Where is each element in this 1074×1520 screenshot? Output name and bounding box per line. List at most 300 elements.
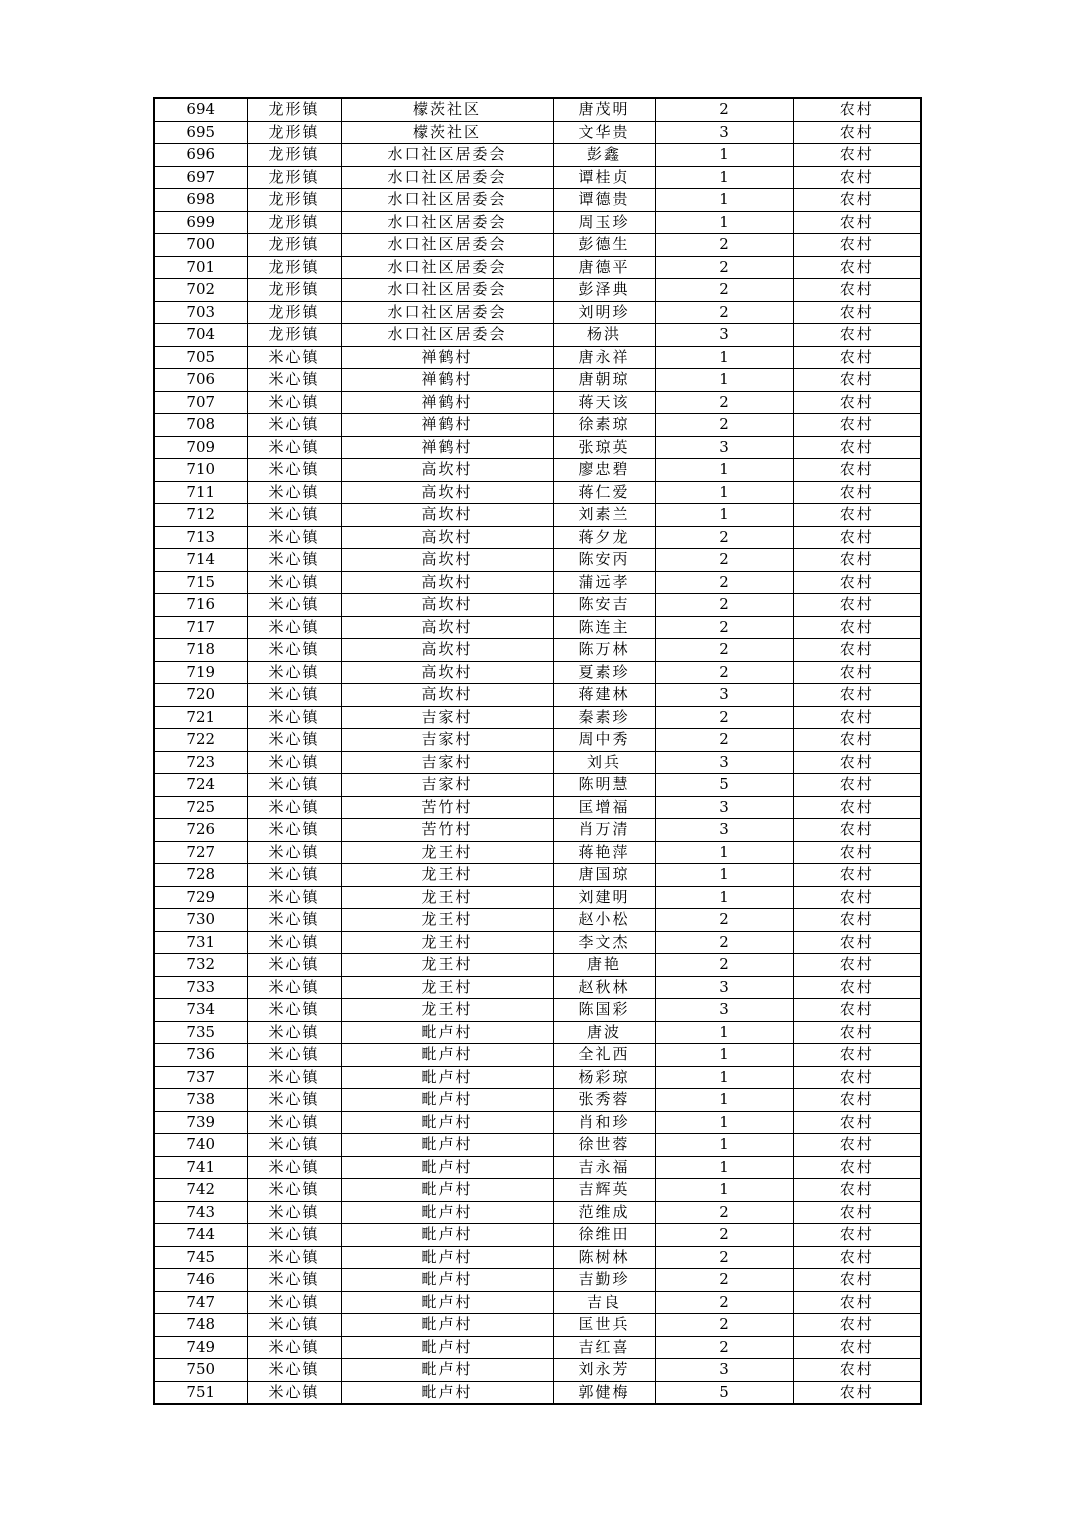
name-cell: 蒋仁爱	[553, 481, 655, 504]
village-cell: 毗卢村	[341, 1066, 553, 1089]
count-cell: 1	[655, 1066, 793, 1089]
category-cell: 农村	[793, 1224, 921, 1247]
row-number-cell: 707	[154, 391, 247, 414]
category-cell: 农村	[793, 211, 921, 234]
table-row	[154, 98, 921, 121]
row-number-cell: 706	[154, 369, 247, 392]
table-row	[154, 481, 921, 504]
village-cell: 苦竹村	[341, 819, 553, 842]
table-row	[154, 526, 921, 549]
count-cell: 3	[655, 436, 793, 459]
row-number-cell: 701	[154, 256, 247, 279]
row-number-cell: 695	[154, 121, 247, 144]
row-number-cell: 720	[154, 684, 247, 707]
category-cell: 农村	[793, 639, 921, 662]
village-cell: 龙王村	[341, 976, 553, 999]
table-row	[154, 414, 921, 437]
row-number-cell: 736	[154, 1044, 247, 1067]
name-cell: 徐世蓉	[553, 1134, 655, 1157]
category-cell: 农村	[793, 414, 921, 437]
category-cell: 农村	[793, 571, 921, 594]
name-cell: 蒋天该	[553, 391, 655, 414]
count-cell: 1	[655, 1156, 793, 1179]
row-number-cell: 726	[154, 819, 247, 842]
count-cell: 2	[655, 1269, 793, 1292]
category-cell: 农村	[793, 796, 921, 819]
count-cell: 1	[655, 1134, 793, 1157]
row-number-cell: 729	[154, 886, 247, 909]
table-row	[154, 324, 921, 347]
name-cell: 刘永芳	[553, 1359, 655, 1382]
category-cell: 农村	[793, 1201, 921, 1224]
row-number-cell: 697	[154, 166, 247, 189]
town-cell: 米心镇	[247, 594, 341, 617]
row-number-cell: 709	[154, 436, 247, 459]
village-cell: 毗卢村	[341, 1269, 553, 1292]
table-row	[154, 751, 921, 774]
table-row	[154, 661, 921, 684]
row-number-cell: 735	[154, 1021, 247, 1044]
town-cell: 米心镇	[247, 1224, 341, 1247]
village-cell: 毗卢村	[341, 1336, 553, 1359]
count-cell: 3	[655, 976, 793, 999]
table-row	[154, 346, 921, 369]
table-row	[154, 436, 921, 459]
roster-table	[153, 97, 922, 1405]
category-cell: 农村	[793, 301, 921, 324]
category-cell: 农村	[793, 98, 921, 121]
row-number-cell: 751	[154, 1381, 247, 1404]
row-number-cell: 702	[154, 279, 247, 302]
village-cell: 檬茨社区	[341, 121, 553, 144]
village-cell: 毗卢村	[341, 1314, 553, 1337]
name-cell: 陈国彩	[553, 999, 655, 1022]
row-number-cell: 703	[154, 301, 247, 324]
name-cell: 刘明珍	[553, 301, 655, 324]
row-number-cell: 731	[154, 931, 247, 954]
town-cell: 龙形镇	[247, 279, 341, 302]
category-cell: 农村	[793, 999, 921, 1022]
row-number-cell: 717	[154, 616, 247, 639]
name-cell: 肖和珍	[553, 1111, 655, 1134]
name-cell: 吉红喜	[553, 1336, 655, 1359]
table-row	[154, 1111, 921, 1134]
count-cell: 2	[655, 729, 793, 752]
town-cell: 米心镇	[247, 549, 341, 572]
name-cell: 蒋夕龙	[553, 526, 655, 549]
village-cell: 高坎村	[341, 526, 553, 549]
category-cell: 农村	[793, 886, 921, 909]
name-cell: 彭鑫	[553, 144, 655, 167]
village-cell: 水口社区居委会	[341, 189, 553, 212]
row-number-cell: 728	[154, 864, 247, 887]
name-cell: 周玉珍	[553, 211, 655, 234]
town-cell: 龙形镇	[247, 121, 341, 144]
category-cell: 农村	[793, 549, 921, 572]
row-number-cell: 704	[154, 324, 247, 347]
town-cell: 米心镇	[247, 571, 341, 594]
village-cell: 毗卢村	[341, 1224, 553, 1247]
table-row	[154, 1246, 921, 1269]
village-cell: 毗卢村	[341, 1381, 553, 1404]
count-cell: 1	[655, 1179, 793, 1202]
town-cell: 米心镇	[247, 751, 341, 774]
table-row	[154, 1066, 921, 1089]
table-row	[154, 1044, 921, 1067]
name-cell: 唐茂明	[553, 98, 655, 121]
town-cell: 米心镇	[247, 661, 341, 684]
table-row	[154, 1359, 921, 1382]
name-cell: 肖万清	[553, 819, 655, 842]
name-cell: 周中秀	[553, 729, 655, 752]
village-cell: 水口社区居委会	[341, 234, 553, 257]
town-cell: 米心镇	[247, 1044, 341, 1067]
table-row	[154, 706, 921, 729]
name-cell: 陈明慧	[553, 774, 655, 797]
name-cell: 徐素琼	[553, 414, 655, 437]
table-row	[154, 144, 921, 167]
row-number-cell: 698	[154, 189, 247, 212]
name-cell: 陈安丙	[553, 549, 655, 572]
name-cell: 张琼英	[553, 436, 655, 459]
count-cell: 3	[655, 751, 793, 774]
row-number-cell: 738	[154, 1089, 247, 1112]
category-cell: 农村	[793, 976, 921, 999]
category-cell: 农村	[793, 121, 921, 144]
count-cell: 2	[655, 234, 793, 257]
village-cell: 龙王村	[341, 841, 553, 864]
row-number-cell: 710	[154, 459, 247, 482]
category-cell: 农村	[793, 909, 921, 932]
town-cell: 米心镇	[247, 639, 341, 662]
village-cell: 毗卢村	[341, 1359, 553, 1382]
table-row	[154, 796, 921, 819]
village-cell: 高坎村	[341, 571, 553, 594]
table-row	[154, 886, 921, 909]
row-number-cell: 700	[154, 234, 247, 257]
count-cell: 2	[655, 1246, 793, 1269]
table-row	[154, 976, 921, 999]
row-number-cell: 725	[154, 796, 247, 819]
table-row	[154, 841, 921, 864]
name-cell: 刘素兰	[553, 504, 655, 527]
category-cell: 农村	[793, 1269, 921, 1292]
town-cell: 米心镇	[247, 1156, 341, 1179]
name-cell: 徐维田	[553, 1224, 655, 1247]
village-cell: 高坎村	[341, 459, 553, 482]
category-cell: 农村	[793, 1089, 921, 1112]
table-row	[154, 1381, 921, 1404]
row-number-cell: 749	[154, 1336, 247, 1359]
town-cell: 龙形镇	[247, 144, 341, 167]
village-cell: 水口社区居委会	[341, 301, 553, 324]
category-cell: 农村	[793, 1044, 921, 1067]
town-cell: 米心镇	[247, 706, 341, 729]
village-cell: 高坎村	[341, 661, 553, 684]
category-cell: 农村	[793, 819, 921, 842]
count-cell: 2	[655, 1336, 793, 1359]
village-cell: 禅鹤村	[341, 346, 553, 369]
count-cell: 2	[655, 98, 793, 121]
village-cell: 龙王村	[341, 864, 553, 887]
category-cell: 农村	[793, 1111, 921, 1134]
table-row	[154, 1224, 921, 1247]
row-number-cell: 748	[154, 1314, 247, 1337]
village-cell: 高坎村	[341, 684, 553, 707]
category-cell: 农村	[793, 616, 921, 639]
count-cell: 2	[655, 1291, 793, 1314]
name-cell: 吉勤珍	[553, 1269, 655, 1292]
town-cell: 米心镇	[247, 346, 341, 369]
row-number-cell: 722	[154, 729, 247, 752]
count-cell: 3	[655, 796, 793, 819]
count-cell: 2	[655, 1201, 793, 1224]
village-cell: 吉家村	[341, 706, 553, 729]
category-cell: 农村	[793, 1156, 921, 1179]
category-cell: 农村	[793, 594, 921, 617]
town-cell: 龙形镇	[247, 98, 341, 121]
category-cell: 农村	[793, 1246, 921, 1269]
village-cell: 水口社区居委会	[341, 279, 553, 302]
village-cell: 水口社区居委会	[341, 256, 553, 279]
count-cell: 2	[655, 1314, 793, 1337]
town-cell: 米心镇	[247, 886, 341, 909]
count-cell: 2	[655, 571, 793, 594]
row-number-cell: 714	[154, 549, 247, 572]
name-cell: 唐永祥	[553, 346, 655, 369]
name-cell: 吉永福	[553, 1156, 655, 1179]
name-cell: 彭德生	[553, 234, 655, 257]
village-cell: 高坎村	[341, 549, 553, 572]
category-cell: 农村	[793, 1381, 921, 1404]
count-cell: 3	[655, 1359, 793, 1382]
table-row	[154, 999, 921, 1022]
name-cell: 唐国琼	[553, 864, 655, 887]
table-row	[154, 1089, 921, 1112]
count-cell: 2	[655, 661, 793, 684]
category-cell: 农村	[793, 729, 921, 752]
category-cell: 农村	[793, 841, 921, 864]
name-cell: 彭泽典	[553, 279, 655, 302]
row-number-cell: 741	[154, 1156, 247, 1179]
count-cell: 1	[655, 864, 793, 887]
name-cell: 杨洪	[553, 324, 655, 347]
village-cell: 毗卢村	[341, 1291, 553, 1314]
row-number-cell: 718	[154, 639, 247, 662]
row-number-cell: 734	[154, 999, 247, 1022]
village-cell: 高坎村	[341, 504, 553, 527]
town-cell: 米心镇	[247, 616, 341, 639]
town-cell: 米心镇	[247, 436, 341, 459]
count-cell: 1	[655, 369, 793, 392]
village-cell: 禅鹤村	[341, 369, 553, 392]
village-cell: 苦竹村	[341, 796, 553, 819]
town-cell: 米心镇	[247, 909, 341, 932]
town-cell: 米心镇	[247, 1291, 341, 1314]
name-cell: 匡增福	[553, 796, 655, 819]
category-cell: 农村	[793, 144, 921, 167]
table-row	[154, 1291, 921, 1314]
count-cell: 1	[655, 841, 793, 864]
town-cell: 米心镇	[247, 999, 341, 1022]
name-cell: 廖忠碧	[553, 459, 655, 482]
table-row	[154, 1021, 921, 1044]
name-cell: 唐艳	[553, 954, 655, 977]
category-cell: 农村	[793, 526, 921, 549]
name-cell: 秦素珍	[553, 706, 655, 729]
village-cell: 水口社区居委会	[341, 211, 553, 234]
count-cell: 1	[655, 1021, 793, 1044]
town-cell: 米心镇	[247, 796, 341, 819]
name-cell: 陈安吉	[553, 594, 655, 617]
table-row	[154, 391, 921, 414]
name-cell: 刘兵	[553, 751, 655, 774]
count-cell: 1	[655, 1111, 793, 1134]
category-cell: 农村	[793, 189, 921, 212]
town-cell: 米心镇	[247, 369, 341, 392]
village-cell: 高坎村	[341, 594, 553, 617]
count-cell: 1	[655, 1089, 793, 1112]
category-cell: 农村	[793, 1314, 921, 1337]
count-cell: 5	[655, 774, 793, 797]
town-cell: 米心镇	[247, 684, 341, 707]
village-cell: 禅鹤村	[341, 436, 553, 459]
town-cell: 米心镇	[247, 1089, 341, 1112]
row-number-cell: 719	[154, 661, 247, 684]
count-cell: 1	[655, 346, 793, 369]
row-number-cell: 712	[154, 504, 247, 527]
village-cell: 龙王村	[341, 954, 553, 977]
row-number-cell: 740	[154, 1134, 247, 1157]
category-cell: 农村	[793, 774, 921, 797]
category-cell: 农村	[793, 324, 921, 347]
name-cell: 谭德贵	[553, 189, 655, 212]
name-cell: 杨彩琼	[553, 1066, 655, 1089]
row-number-cell: 716	[154, 594, 247, 617]
name-cell: 刘建明	[553, 886, 655, 909]
row-number-cell: 699	[154, 211, 247, 234]
category-cell: 农村	[793, 1021, 921, 1044]
name-cell: 谭桂贞	[553, 166, 655, 189]
town-cell: 米心镇	[247, 1021, 341, 1044]
name-cell: 陈树林	[553, 1246, 655, 1269]
name-cell: 陈连主	[553, 616, 655, 639]
category-cell: 农村	[793, 256, 921, 279]
town-cell: 龙形镇	[247, 211, 341, 234]
town-cell: 米心镇	[247, 1111, 341, 1134]
count-cell: 2	[655, 594, 793, 617]
count-cell: 1	[655, 166, 793, 189]
village-cell: 毗卢村	[341, 1156, 553, 1179]
row-number-cell: 744	[154, 1224, 247, 1247]
count-cell: 2	[655, 954, 793, 977]
category-cell: 农村	[793, 1066, 921, 1089]
row-number-cell: 732	[154, 954, 247, 977]
row-number-cell: 713	[154, 526, 247, 549]
village-cell: 毗卢村	[341, 1179, 553, 1202]
count-cell: 2	[655, 616, 793, 639]
table-row	[154, 639, 921, 662]
row-number-cell: 694	[154, 98, 247, 121]
category-cell: 农村	[793, 864, 921, 887]
town-cell: 米心镇	[247, 391, 341, 414]
category-cell: 农村	[793, 1336, 921, 1359]
table-row	[154, 189, 921, 212]
town-cell: 龙形镇	[247, 301, 341, 324]
row-number-cell: 750	[154, 1359, 247, 1382]
table-row	[154, 1179, 921, 1202]
village-cell: 檬茨社区	[341, 98, 553, 121]
village-cell: 高坎村	[341, 481, 553, 504]
row-number-cell: 737	[154, 1066, 247, 1089]
row-number-cell: 711	[154, 481, 247, 504]
town-cell: 米心镇	[247, 414, 341, 437]
table-row	[154, 729, 921, 752]
count-cell: 3	[655, 819, 793, 842]
village-cell: 禅鹤村	[341, 414, 553, 437]
row-number-cell: 727	[154, 841, 247, 864]
table-row	[154, 369, 921, 392]
count-cell: 2	[655, 706, 793, 729]
table-row	[154, 954, 921, 977]
category-cell: 农村	[793, 954, 921, 977]
name-cell: 张秀蓉	[553, 1089, 655, 1112]
table-row	[154, 1201, 921, 1224]
count-cell: 1	[655, 886, 793, 909]
count-cell: 1	[655, 504, 793, 527]
table-row	[154, 301, 921, 324]
village-cell: 毗卢村	[341, 1089, 553, 1112]
category-cell: 农村	[793, 1291, 921, 1314]
category-cell: 农村	[793, 661, 921, 684]
count-cell: 2	[655, 301, 793, 324]
row-number-cell: 724	[154, 774, 247, 797]
name-cell: 范维成	[553, 1201, 655, 1224]
category-cell: 农村	[793, 1359, 921, 1382]
table-row	[154, 211, 921, 234]
category-cell: 农村	[793, 391, 921, 414]
village-cell: 毗卢村	[341, 1044, 553, 1067]
count-cell: 2	[655, 909, 793, 932]
town-cell: 米心镇	[247, 1246, 341, 1269]
category-cell: 农村	[793, 234, 921, 257]
name-cell: 吉良	[553, 1291, 655, 1314]
town-cell: 米心镇	[247, 1359, 341, 1382]
table-row	[154, 504, 921, 527]
table-row	[154, 121, 921, 144]
category-cell: 农村	[793, 346, 921, 369]
name-cell: 陈万林	[553, 639, 655, 662]
table-row	[154, 1156, 921, 1179]
count-cell: 1	[655, 211, 793, 234]
village-cell: 毗卢村	[341, 1111, 553, 1134]
name-cell: 赵秋林	[553, 976, 655, 999]
count-cell: 2	[655, 639, 793, 662]
town-cell: 米心镇	[247, 931, 341, 954]
count-cell: 1	[655, 189, 793, 212]
village-cell: 龙王村	[341, 909, 553, 932]
category-cell: 农村	[793, 504, 921, 527]
table-row	[154, 571, 921, 594]
name-cell: 郭健梅	[553, 1381, 655, 1404]
village-cell: 毗卢村	[341, 1246, 553, 1269]
town-cell: 米心镇	[247, 1179, 341, 1202]
village-cell: 吉家村	[341, 751, 553, 774]
village-cell: 水口社区居委会	[341, 166, 553, 189]
town-cell: 米心镇	[247, 976, 341, 999]
count-cell: 1	[655, 481, 793, 504]
category-cell: 农村	[793, 1134, 921, 1157]
